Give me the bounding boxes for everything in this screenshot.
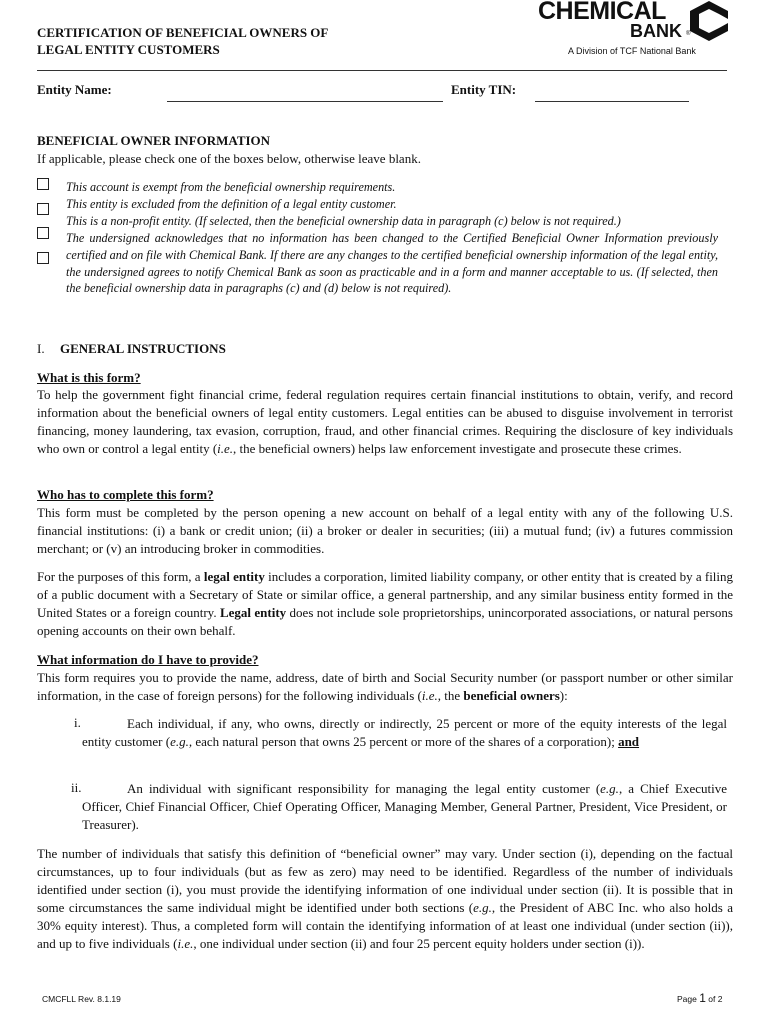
header-divider <box>37 70 727 71</box>
paragraph-number-of-owners: The number of individuals that satisfy this definition of “beneficial owner” may vary. Under section (i), depending on the factual circumstances, up to four individuals (but as few as zero) may need to be identified. Regardless of the number of individuals identified under section (i), you must provide the identifying information of one individual under section (ii). It is possible that in some circumstances the same individual might be identified under both sections (e.g., the President of ABC Inc. who also holds a 30% equity interest). Thus, a completed form will contain the identifying information of at least one individual (under section (ii)), and up to five individuals (i.e., one individual under section (ii) and four 25 percent equity holders under section (i)). <box>37 846 733 951</box>
list-item-equity-owners: Each individual, if any, who owns, directly or indirectly, 25 percent or more of the equity interests of the legal entity customer (e.g., each natural person that owns 25 percent or more of the shares of a corporation); and <box>82 716 727 749</box>
form-revision-code: CMCFLL Rev. 8.1.19 <box>42 994 121 1004</box>
option-exempt: This account is exempt from the beneficial ownership requirements. <box>66 180 396 194</box>
chemical-bank-logo: CHEMICAL BANK ® A Division of TCF National Bank <box>538 0 730 60</box>
checkbox-no-change[interactable] <box>37 252 49 264</box>
list-item-number: ii. <box>71 780 82 795</box>
checkbox-non-profit[interactable] <box>37 227 49 239</box>
section-roman: I. <box>37 341 45 356</box>
paragraph-legal-entity: For the purposes of this form, a legal entity includes a corporation, limited liability company, or other entity that is created by a filing of a public document with a Secretary of State or similar office, a general partnership, and any similar business entity formed in the United States or a foreign country. Legal entity does not include sole proprietorships, unincorporated associations, or natural persons opening accounts on their own behalf. <box>37 569 734 638</box>
paragraph-who-completes: This form must be completed by the person opening a new account on behalf of a legal entity with any of the following U.S. financial institutions: (i) a bank or credit union; (ii) a broker or dealer in securities; (iii) a mutual fund; (iv) a futures commission merchant; or (v) an introducing broker in commodities. <box>37 505 733 556</box>
bo-info-intro: If applicable, please check one of the boxes below, otherwise leave blank. <box>37 151 421 166</box>
page-number: Page 1 of 2 <box>677 991 723 1005</box>
paragraph-what-info: This form requires you to provide the name, address, date of birth and Social Security number (or passport number or other similar information, in the case of foreign persons) for the following individuals (i.e., the beneficial owners): <box>37 670 733 703</box>
general-instructions-heading: GENERAL INSTRUCTIONS <box>60 341 226 356</box>
entity-name-field[interactable] <box>167 101 443 102</box>
list-item-number: i. <box>74 715 81 730</box>
checkbox-exempt[interactable] <box>37 178 49 190</box>
question-what-is-form: What is this form? <box>37 370 141 385</box>
entity-tin-label: Entity TIN: <box>451 82 517 97</box>
option-excluded: This entity is excluded from the definition of a legal entity customer. <box>66 197 397 211</box>
option-no-change: The undersigned acknowledges that no information has been changed to the Certified Beneficial Owner Information previously certified and on file with Chemical Bank. If there are any changes to the certified beneficial ownership information of the legal entity, the undersigned agrees to notify Chemical Bank as soon as practicable and in a form and manner acceptable to us. (If selected, then the beneficial ownership data in paragraphs (c) and (d) below is not required). <box>66 231 718 296</box>
paragraph-what-is-form: To help the government fight financial crime, federal regulation requires certain financial institutions to obtain, verify, and record information about the beneficial owners of legal entity customers. Legal entities can be abused to disguise involvement in terrorist financing, money laundering, tax evasion, corruption, fraud, and other financial crimes. Requiring the disclosure of key individuals who own or control a legal entity (i.e., the beneficial owners) helps law enforcement investigate and prosecute these crimes. <box>37 387 733 456</box>
bo-info-heading: BENEFICIAL OWNER INFORMATION <box>37 133 271 148</box>
entity-name-label: Entity Name: <box>37 82 112 97</box>
option-non-profit: This is a non-profit entity. (If selected, then the beneficial ownership data in paragraph (c) below is not required.) <box>66 214 621 228</box>
question-who-completes: Who has to complete this form? <box>37 487 214 502</box>
checkbox-excluded[interactable] <box>37 203 49 215</box>
question-what-info: What information do I have to provide? <box>37 652 259 667</box>
bank-logo-mark-icon <box>688 0 730 42</box>
entity-tin-field[interactable] <box>535 101 689 102</box>
list-item-control-person: An individual with significant responsibility for managing the legal entity customer (e.g., a Chief Executive Officer, Chief Financial Officer, Chief Operating Officer, Managing Member, General Partner, President, Vice President, or Treasurer). <box>82 781 727 832</box>
form-title: CERTIFICATION OF BENEFICIAL OWNERS OF LEGAL ENTITY CUSTOMERS <box>37 25 329 57</box>
